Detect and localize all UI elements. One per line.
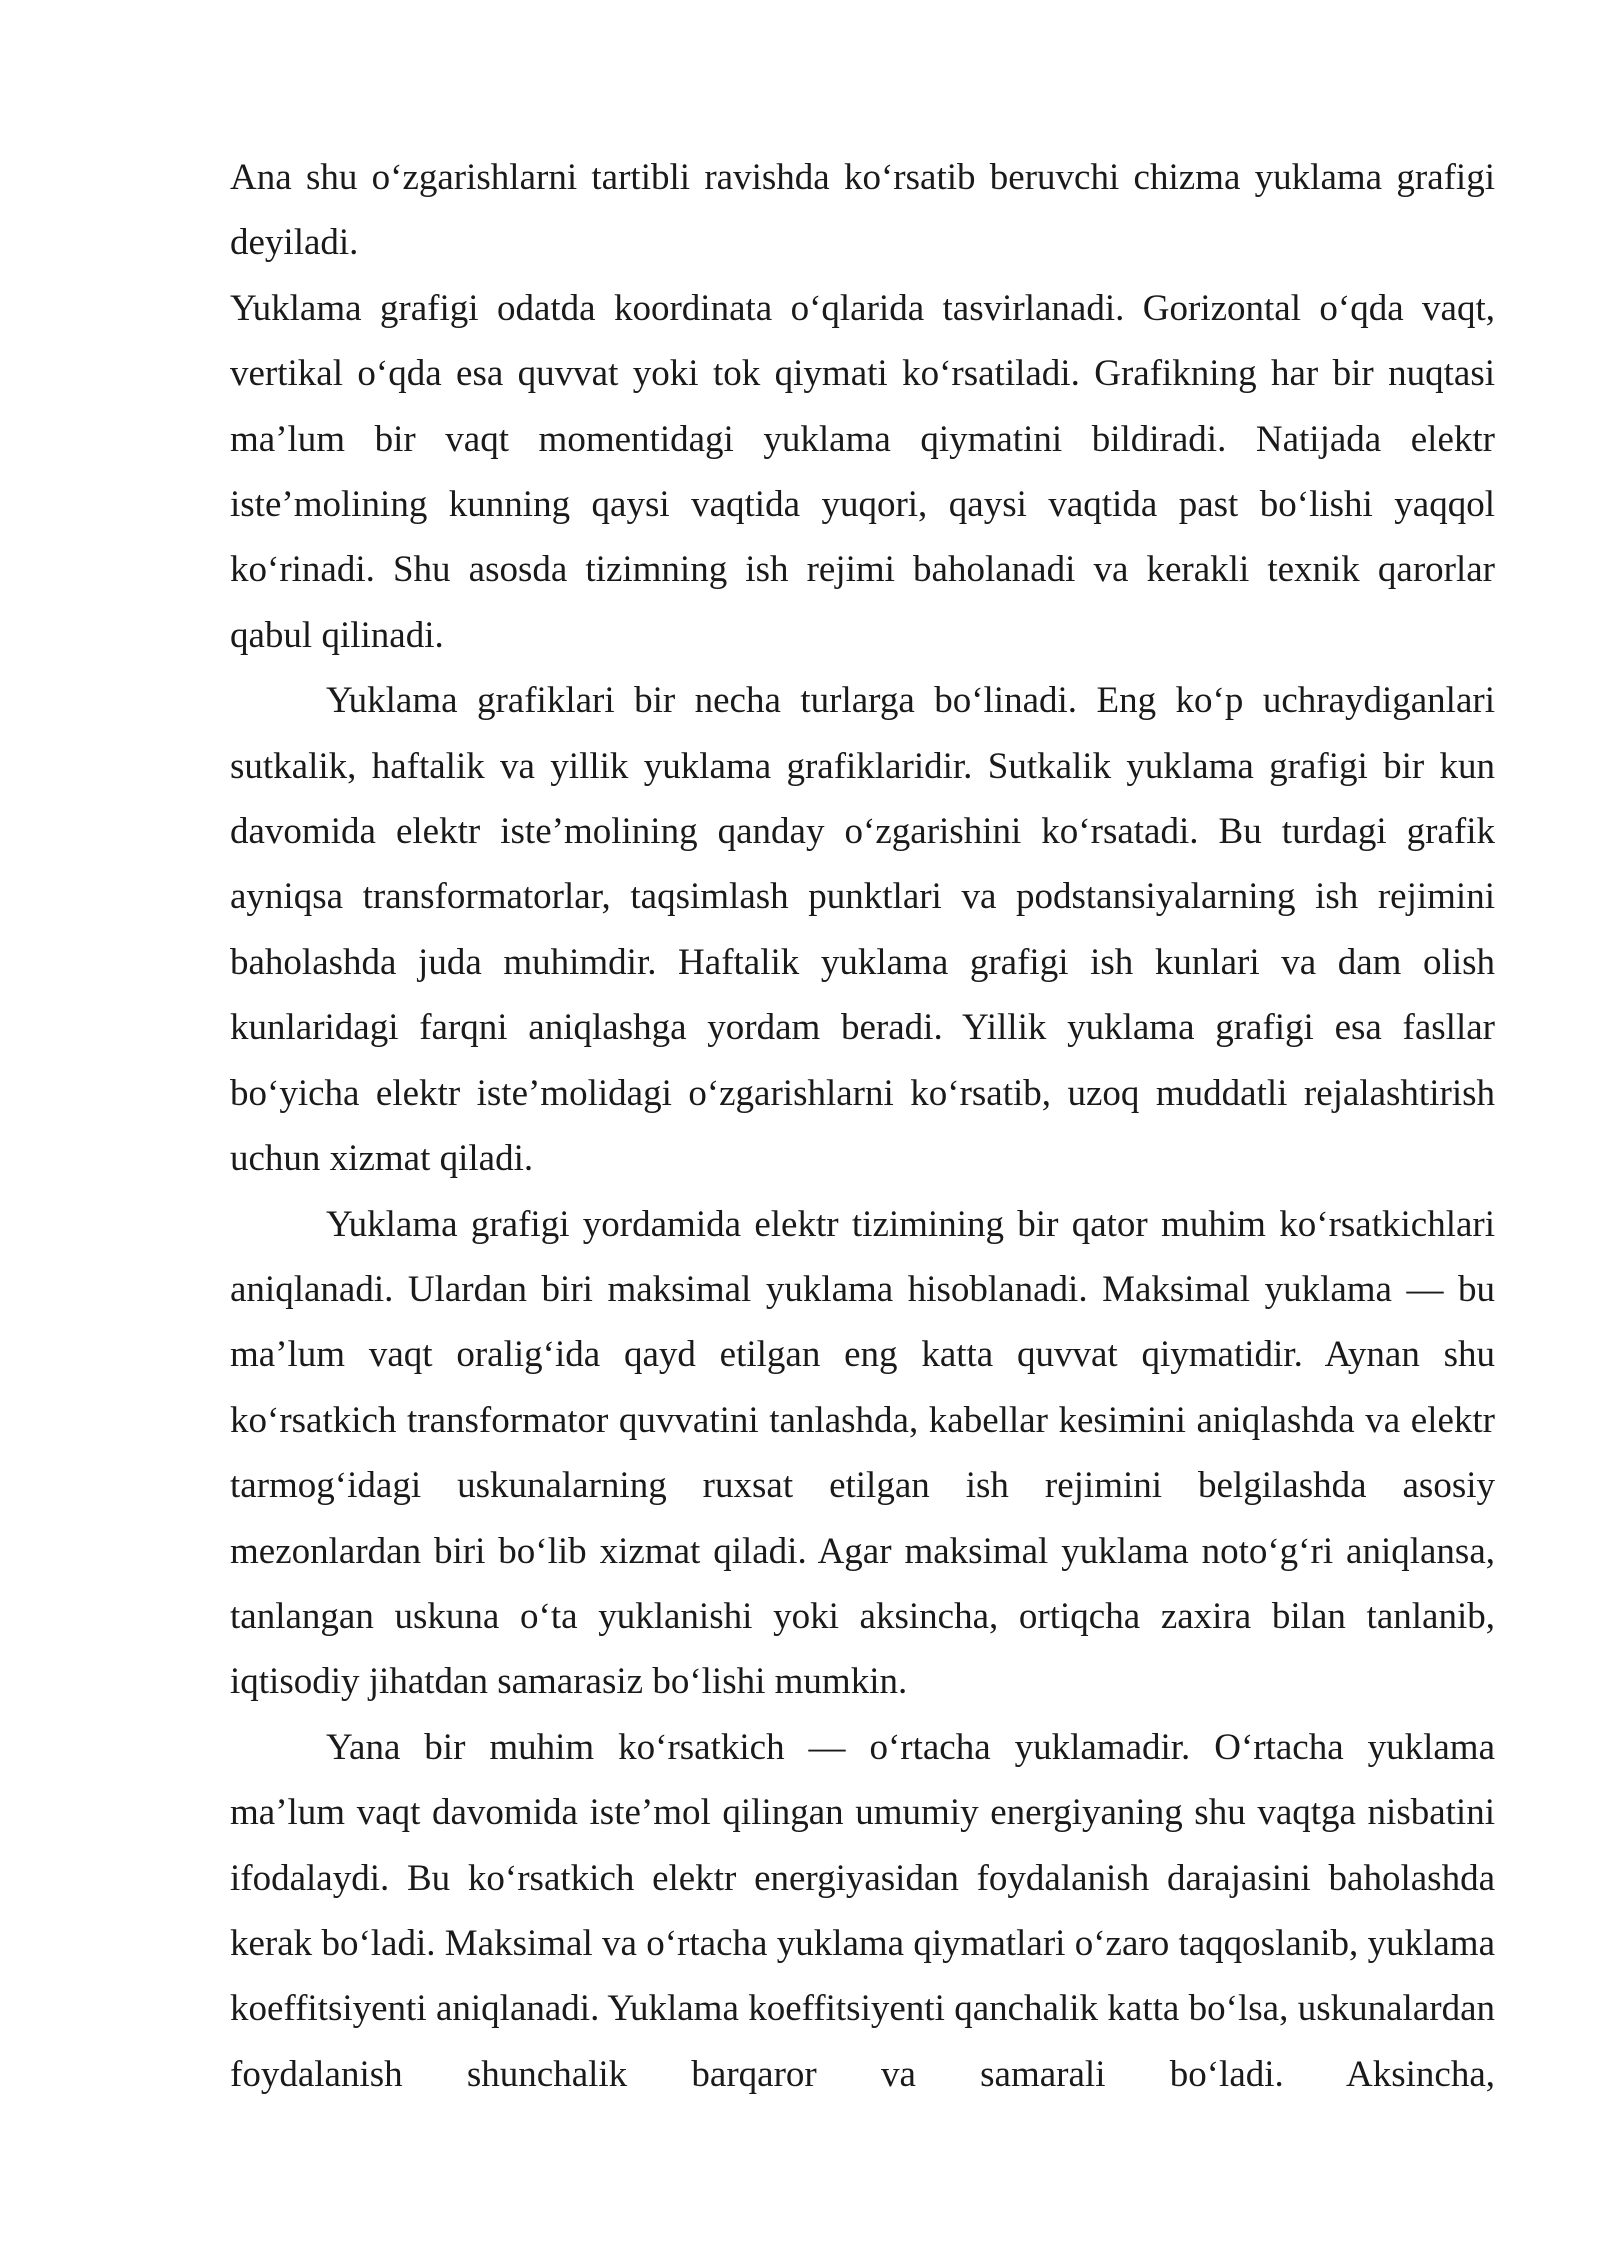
paragraph-3: Yuklama grafiklari bir necha turlarga bo‘linadi. Eng ko‘p uchraydiganlari sutkalik, haftalik va yillik yuklama grafiklaridir. Sutkalik yuklama grafigi bir kun davomida elektr iste’molining qanday o‘zgarishini ko‘rsatadi. Bu turdagi grafik ayniqsa transformatorlar, taqsimlash punktlari va podstansiyalarning ish rejimini baholashda juda muhimdir. Haftalik yuklama grafigi ish kunlari va dam olish kunlaridagi farqni aniqlashga yordam beradi. Yillik yuklama grafigi esa fasllar bo‘yicha elektr iste’molidagi o‘zgarishlarni ko‘rsatib, uzoq muddatli rejalashtirish uchun xizmat qiladi.	[230, 680, 1495, 1180]
paragraph-2: Yuklama grafigi odatda koordinata o‘qlarida tasvirlanadi. Gorizontal o‘qda vaqt, vertikal o‘qda esa quvvat yoki tok qiymati ko‘rsatiladi. Grafikning har bir nuqtasi ma’lum bir vaqt momentidagi yuklama qiymatini bildiradi. Natijada elektr iste’molining kunning qaysi vaqtida yuqori, qaysi vaqtida past bo‘lishi yaqqol ko‘rinadi. Shu asosda tizimning ish rejimi baholanadi va kerakli texnik qarorlar qabul qilinadi.	[230, 287, 1495, 656]
paragraph-5: Yana bir muhim ko‘rsatkich — o‘rtacha yuklamadir. O‘rtacha yuklama ma’lum vaqt davomida iste’mol qilingan umumiy energiyaning shu vaqtga nisbatini ifodalaydi. Bu ko‘rsatkich elektr energiyasidan foydalanish darajasini baholashda kerak bo‘ladi. Maksimal va o‘rtacha yuklama qiymatlari o‘zaro taqqoslanib, yuklama koeffitsiyenti aniqlanadi. Yuklama koeffitsiyenti qanchalik katta bo‘lsa, uskunalardan foydalanish shunchalik barqaror va samarali bo‘ladi. Aksincha,	[230, 1726, 1495, 2095]
paragraph-4: Yuklama grafigi yordamida elektr tizimining bir qator muhim ko‘rsatkichlari aniqlanadi. Ulardan biri maksimal yuklama hisoblanadi. Maksimal yuklama — bu ma’lum vaqt oralig‘ida qayd etilgan eng katta quvvat qiymatidir. Aynan shu ko‘rsatkich transformator quvvatini tanlashda, kabellar kesimini aniqlashda va elektr tarmog‘idagi uskunalarning ruxsat etilgan ish rejimini belgilashda asosiy mezonlardan biri bo‘lib xizmat qiladi. Agar maksimal yuklama noto‘g‘ri aniqlansa, tanlangan uskuna o‘ta yuklanishi yoki aksincha, ortiqcha zaxira bilan tanlanib, iqtisodiy jihatdan samarasiz bo‘lishi mumkin.	[230, 1203, 1495, 1703]
paragraph-1: Ana shu o‘zgarishlarni tartibli ravishda ko‘rsatib beruvchi chizma yuklama grafigi deyiladi.	[230, 157, 1495, 264]
document-page	[230, 145, 1495, 2107]
